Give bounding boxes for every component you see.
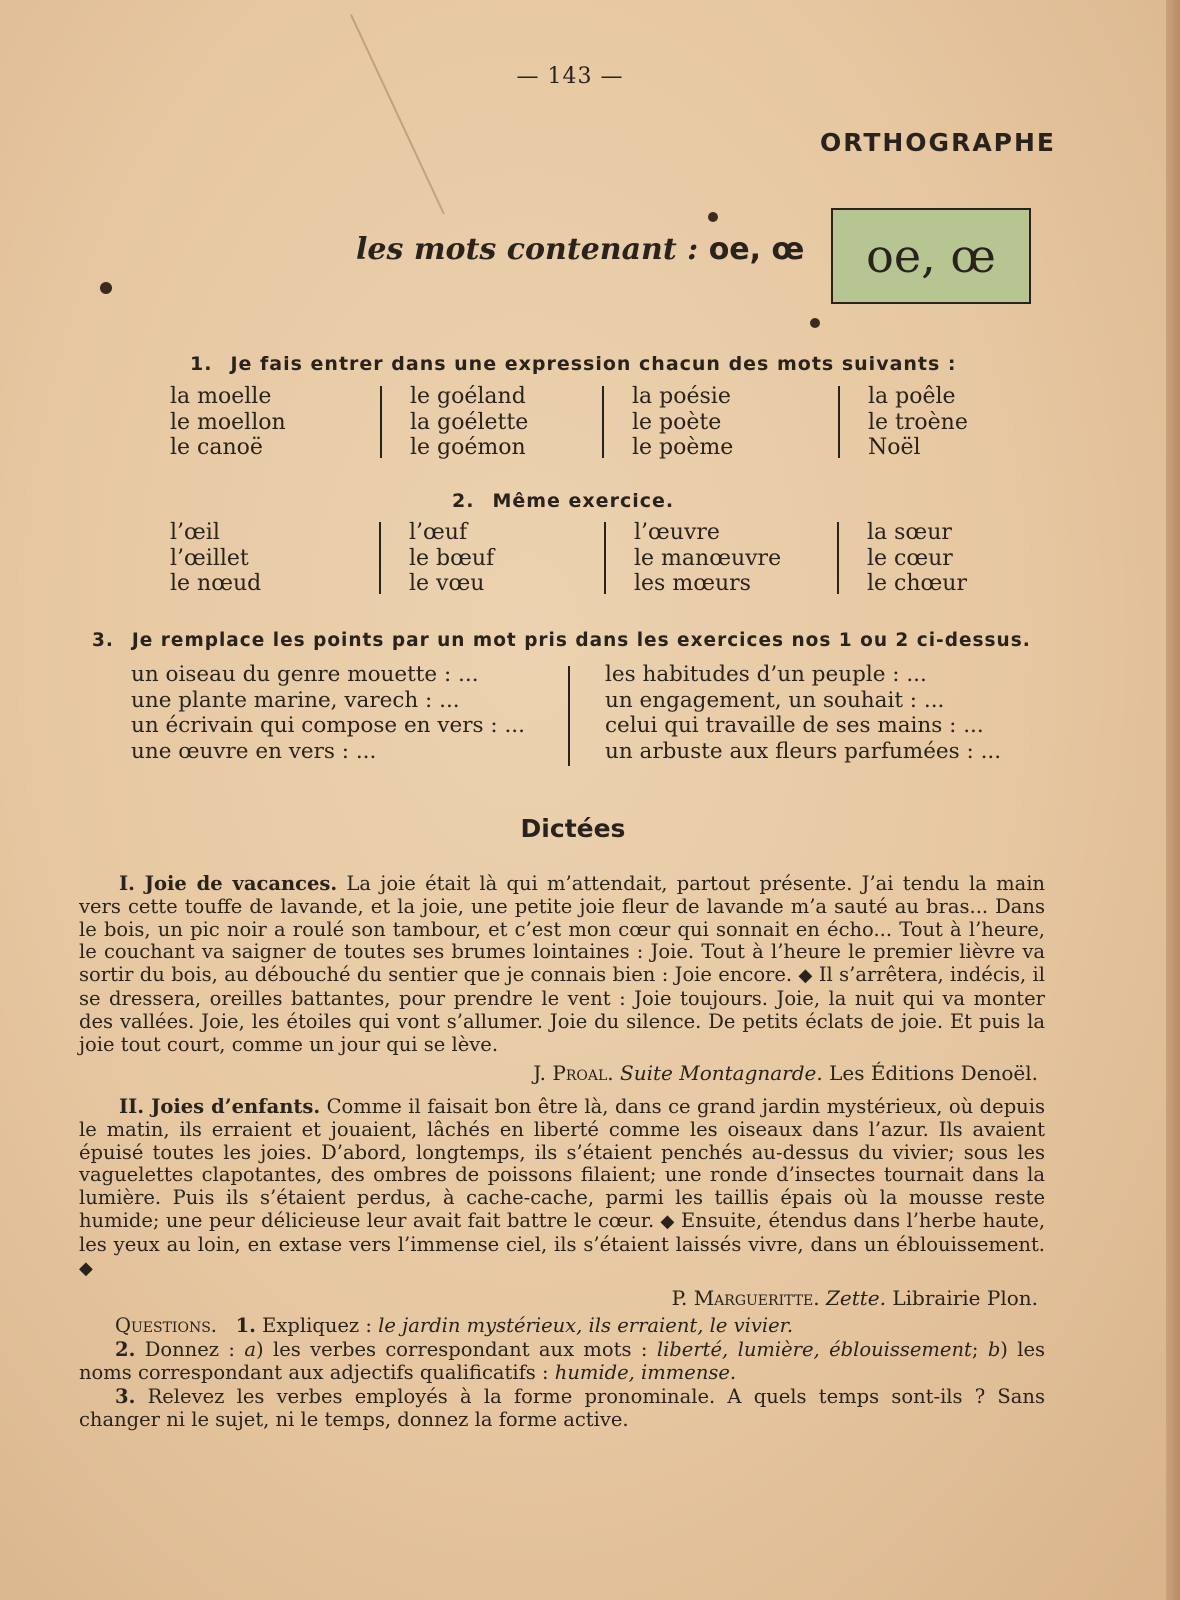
page-number: — 143 —	[516, 64, 624, 89]
exercise-2-column	[409, 520, 494, 597]
word-item: le canoë	[170, 435, 263, 460]
word-item: le nœud	[170, 571, 262, 596]
question-terms: humide, immense.	[554, 1361, 737, 1384]
question-text: ;	[971, 1337, 979, 1361]
word-item: le chœur	[867, 571, 967, 596]
word-item: le vœu	[409, 571, 485, 596]
exercise-3-heading	[92, 630, 1031, 651]
word-item: l’œuf	[409, 520, 468, 545]
word-item: le goémon	[410, 435, 526, 460]
dictee-text: Comme il faisait bon être là, dans ce grand jardin mystérieux, où depuis le matin, ils erraient et jouaient, lâchés en liberté comme les oiseaux dans l’azur. Ils avaient épuisé toutes les joies. D’abord, longtemps, ils s’étaient penchés au-dessus du vivier; sous les vaguelettes clapotantes, des ombres de poissons filaient; une ronde d’insectes tournait dans la lumière. Puis ils s’étaient perdus, à cache-cache, parmi les taillis épais où la mousse reste humide; une peur délicieuse leur avait fait battre le cœur.	[79, 1095, 1045, 1232]
dictee-2-title: II. Joies d’enfants.	[119, 1095, 321, 1118]
exercise-1-column	[410, 384, 528, 461]
dictee-text: Ensuite, étendus dans l’herbe haute, les yeux au loin, en extase vers l’immense ciel, ils s’étaient laissés vivre, dans un éblouissement.	[79, 1208, 1046, 1256]
exercise-instruction: Je fais entrer dans une expression chacun des mots suivants :	[230, 353, 957, 375]
column-divider	[568, 666, 570, 766]
question-text: Expliquez :	[262, 1314, 372, 1337]
dictee-text: La joie était là qui m’attendait, partout présente. J’ai tendu la main vers cette touffe de lavande, et la joie, une petite joie fleur de lavande m’a sauté au bras... Dans le bois, un pic noir a roulé son tambour, et c’est mon cœur qui sonnait en écho... Tout à l’heure, le couchant va saigner de toutes ses brumes lointaines : Joie. Tout à l’heure le premier lièvre va sortir du bois, au débouché du sentier que je connais bien : Joie encore.	[79, 872, 1045, 987]
question-number: 1.	[235, 1314, 256, 1337]
source-author: J. Proal.	[533, 1061, 614, 1085]
exercise-instruction: Même exercice.	[492, 490, 675, 512]
question-terms: liberté, lumière, éblouissement	[656, 1337, 972, 1361]
question-letter: a	[244, 1337, 256, 1361]
paper-hole	[810, 318, 820, 328]
word-item: le goéland	[410, 384, 526, 409]
word-item: l’œuvre	[634, 520, 720, 545]
exercise-1-column	[632, 384, 733, 461]
dictees-heading: Dictées	[520, 814, 626, 843]
word-item: le poème	[632, 435, 734, 460]
exercise-number: 1.	[190, 353, 213, 375]
word-item: la sœur	[867, 520, 952, 545]
dictee-text: Il s’arrêtera, indécis, il se dressera, oreilles battantes, pour prendre le vent : Joie toujours. Joie, la nuit qui va monter des vallées. Joie, les étoiles qui vont s’allumer. Joie du silence. De petits éclats de joie. Et puis la joie tout court, comme un jour qui se lève.	[79, 963, 1046, 1056]
question-terms: le jardin mystérieux, ils erraient, le vivier.	[378, 1314, 794, 1337]
word-item: le moellon	[170, 409, 286, 435]
dictee-1-title: I. Joie de vacances.	[119, 872, 338, 895]
word-item: l’œillet	[170, 545, 249, 571]
exercise-1-heading	[190, 353, 957, 375]
question-number: 3.	[115, 1384, 136, 1408]
question-text: Relevez les verbes employés à la forme pronominale. A quels temps sont-ils ? Sans changer ni le sujet, ni le temps, donnez la forme active.	[79, 1384, 1045, 1431]
question-3	[79, 1385, 1045, 1432]
source-author: P. Margueritte.	[671, 1286, 820, 1310]
word-item: Noël	[868, 435, 921, 460]
question-letter: b	[987, 1337, 1001, 1361]
dictee-1-source	[533, 1061, 1038, 1085]
questions-block	[79, 1314, 1045, 1432]
exercise-number: 3.	[92, 630, 114, 651]
exercise-1-column	[170, 384, 286, 461]
word-item: les mœurs	[634, 571, 751, 596]
exercise-3-left-column	[131, 662, 525, 764]
exercise-line: un oiseau du genre mouette : ...	[131, 662, 479, 687]
exercise-number: 2.	[452, 490, 475, 512]
dictee-1-text	[79, 873, 1045, 1056]
exercise-line: les habitudes d’un peuple : ...	[605, 662, 927, 687]
lesson-title-plain: oe, œ	[708, 232, 805, 267]
word-item: le cœur	[867, 545, 953, 571]
source-work: Zette.	[825, 1286, 886, 1310]
lesson-title	[356, 232, 804, 267]
lesson-badge: oe, œ	[831, 208, 1031, 304]
question-number: 2.	[115, 1337, 136, 1361]
question-text: ) les noms correspondant aux adjectifs qualificatifs :	[79, 1337, 1046, 1384]
diamond-icon: ◆	[660, 1210, 675, 1232]
exercise-instruction: Je remplace les points par un mot pris dans les exercices nos 1 ou 2 ci-dessus.	[131, 630, 1031, 651]
question-1	[79, 1314, 1045, 1338]
question-text: ) les verbes correspondant aux mots :	[256, 1337, 648, 1361]
exercise-3-right-column	[605, 662, 1001, 764]
exercise-line: un arbuste aux fleurs parfumées : ...	[605, 738, 1002, 764]
exercise-2-column	[867, 520, 967, 597]
exercise-line: une œuvre en vers : ...	[131, 738, 377, 764]
page-edge	[1166, 0, 1180, 1600]
word-item: le manœuvre	[634, 545, 782, 571]
exercise-line: celui qui travaille de ses mains : ...	[605, 713, 984, 738]
source-publisher: Les Éditions Denoël.	[829, 1061, 1038, 1085]
diamond-icon: ◆	[79, 1257, 93, 1279]
word-item: la poésie	[632, 384, 731, 409]
word-item: la poêle	[868, 384, 956, 409]
exercise-2-column	[634, 520, 781, 597]
word-item: le poète	[632, 409, 722, 435]
lesson-title-italic: les mots contenant :	[356, 232, 699, 267]
word-item: la moelle	[170, 384, 272, 409]
dictee-2-text	[79, 1096, 1045, 1280]
exercise-1-column	[868, 384, 968, 461]
question-2	[79, 1338, 1045, 1385]
word-item: le troène	[868, 409, 968, 435]
word-item: la goélette	[410, 409, 529, 435]
source-publisher: Librairie Plon.	[892, 1286, 1038, 1310]
section-heading: ORTHOGRAPHE	[819, 128, 1056, 157]
diamond-icon: ◆	[798, 965, 813, 987]
paper-hole	[100, 282, 112, 294]
exercise-2-column	[170, 520, 261, 597]
word-item: l’œil	[170, 520, 220, 545]
exercise-line: un engagement, un souhait : ...	[605, 687, 945, 713]
exercise-line: une plante marine, varech : ...	[131, 687, 460, 713]
paper-crease	[350, 14, 445, 214]
questions-label: Questions.	[115, 1314, 217, 1337]
dictee-2-source	[672, 1286, 1038, 1310]
question-text: Donnez :	[144, 1337, 235, 1361]
exercise-2-heading	[452, 490, 674, 512]
paper-hole	[708, 212, 718, 222]
exercise-line: un écrivain qui compose en vers : ...	[131, 713, 525, 738]
source-work: Suite Montagnarde.	[620, 1061, 823, 1085]
word-item: le bœuf	[409, 545, 495, 571]
